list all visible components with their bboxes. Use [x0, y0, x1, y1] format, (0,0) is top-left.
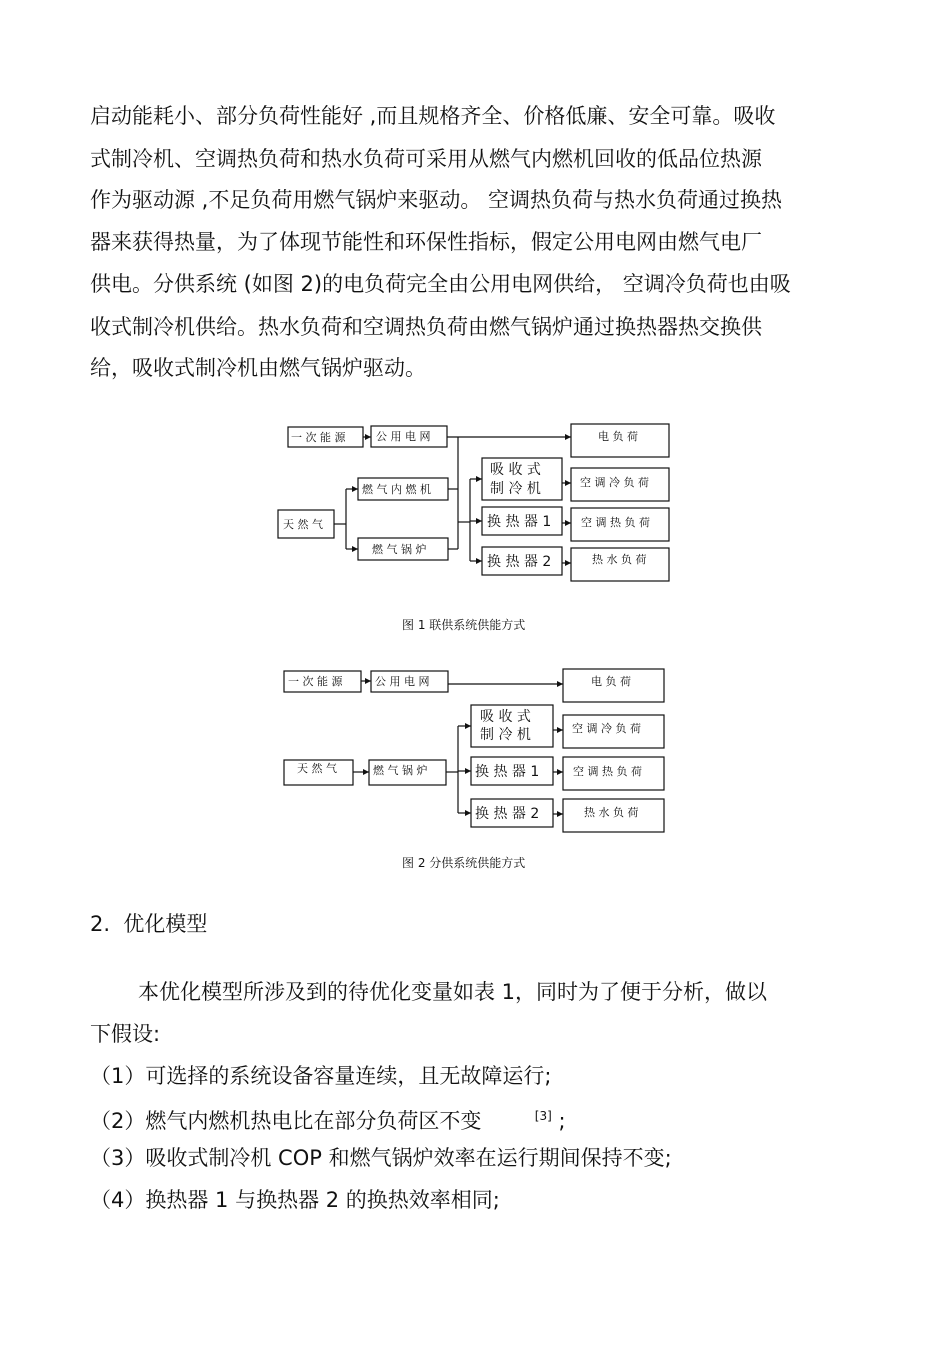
label-hx1: 换 热 器 1 [487, 514, 552, 530]
label-primary-energy: 一 次 能 源 [291, 431, 346, 444]
label-hx2: 换 热 器 2 [475, 806, 540, 822]
text-line: 给，吸收式制冷机由燃气锅炉驱动。 [90, 356, 426, 380]
text-line: 启动能耗小、部分负荷性能好 ,而且规格齐全、价格低廉、安全可靠。吸收 [90, 104, 776, 128]
figure-1-diagram [0, 0, 950, 620]
label-absorber-1: 吸 收 式 [480, 709, 531, 725]
figure-2-diagram [0, 660, 950, 840]
label-engine: 燃 气 内 燃 机 [362, 483, 431, 496]
label-heat-load: 空 调 热 负 荷 [573, 765, 642, 778]
label-absorber-1: 吸 收 式 [490, 462, 541, 478]
label-absorber-2: 制 冷 机 [490, 481, 541, 497]
label-boiler: 燃 气 锅 炉 [373, 764, 428, 777]
figure-2-caption: 图 2 分供系统供能方式 [402, 856, 526, 870]
assumption-item: （4）换热器 1 与换热器 2 的换热效率相同; [90, 1188, 500, 1212]
text-line: 作为驱动源 ,不足负荷用燃气锅炉来驱动。 空调热负荷与热水负荷通过换热 [90, 188, 783, 212]
section-heading: 2. 优化模型 [90, 912, 208, 936]
label-absorber-2: 制 冷 机 [480, 727, 531, 743]
assumption-item [90, 1102, 566, 1135]
spacer [481, 1109, 534, 1133]
label-grid: 公 用 电 网 [375, 675, 430, 688]
label-water-load: 热 水 负 荷 [592, 553, 647, 566]
label-water-load: 热 水 负 荷 [584, 806, 639, 819]
label-cool-load: 空 调 冷 负 荷 [572, 722, 641, 735]
text-line: 式制冷机、空调热负荷和热水负荷可采用从燃气内燃机回收的低品位热源 [90, 147, 762, 171]
label-elec-load: 电 负 荷 [598, 430, 638, 443]
label-heat-load: 空 调 热 负 荷 [581, 516, 650, 529]
label-grid: 公 用 电 网 [376, 430, 431, 443]
text-line: 收式制冷机供给。热水负荷和空调热负荷由燃气锅炉通过换热器热交换供 [90, 315, 762, 339]
figure-1-caption: 图 1 联供系统供能方式 [402, 618, 526, 632]
label-hx2: 换 热 器 2 [487, 554, 552, 570]
assumption-text: （2）燃气内燃机热电比在部分负荷区不变 [90, 1109, 482, 1133]
text-line: 下假设: [90, 1022, 161, 1046]
label-gas: 天 然 气 [283, 518, 323, 531]
label-primary-energy: 一 次 能 源 [288, 675, 343, 688]
assumption-tail: ; [551, 1109, 566, 1133]
label-elec-load: 电 负 荷 [591, 675, 631, 688]
label-hx1: 换 热 器 1 [475, 764, 540, 780]
citation: [3] [534, 1109, 552, 1123]
text-line: 供电。分供系统 (如图 2)的电负荷完全由公用电网供给， 空调冷负荷也由吸 [90, 272, 791, 296]
label-cool-load: 空 调 冷 负 荷 [580, 476, 649, 489]
assumption-item: （1）可选择的系统设备容量连续，且无故障运行; [90, 1064, 552, 1088]
text-line: 器来获得热量，为了体现节能性和环保性指标，假定公用电网由燃气电厂 [90, 230, 762, 254]
text-line: 本优化模型所涉及到的待优化变量如表 1，同时为了便于分析，做以 [138, 980, 768, 1004]
assumption-item: （3）吸收式制冷机 COP 和燃气锅炉效率在运行期间保持不变; [90, 1146, 672, 1170]
label-gas: 天 然 气 [297, 762, 337, 775]
label-boiler: 燃 气 锅 炉 [372, 543, 427, 556]
